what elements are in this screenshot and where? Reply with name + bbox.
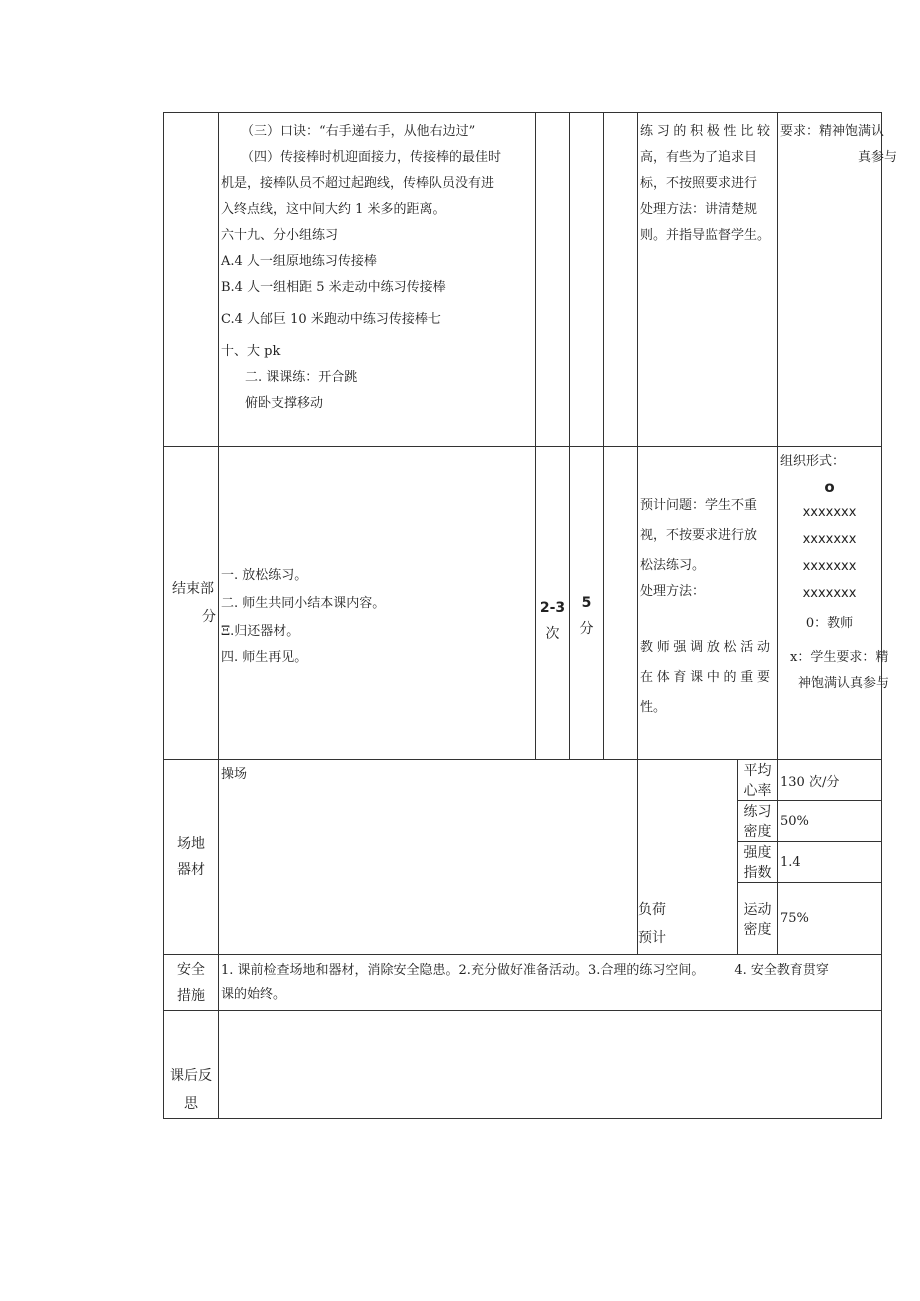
student-row: xxxxxxx xyxy=(802,532,857,547)
ending-label-cell xyxy=(164,447,219,760)
ending-duration-cell xyxy=(570,447,604,760)
reflection-label-cell xyxy=(164,1011,219,1119)
requirement-line: 真参与 xyxy=(858,150,898,165)
problem-line: 练习的积极性比较 xyxy=(640,124,770,139)
requirement-line: 要求：精神饱满认 xyxy=(780,124,885,139)
teacher-legend: 0：教师 xyxy=(805,616,854,631)
metric-value-cell xyxy=(778,801,882,842)
safety-row xyxy=(164,955,882,1011)
ending-problem-cell xyxy=(638,447,778,760)
lesson-plan-table xyxy=(163,112,898,1119)
safety-text: 1. 课前检查场地和器材，消除安全隐患。2.充分做好准备活动。3.合理的练习空间。 xyxy=(221,963,705,978)
reflection-label: 课后反 xyxy=(170,1068,212,1084)
safety-line xyxy=(221,959,879,983)
content-line: 俯卧支撑移动 xyxy=(245,396,324,411)
safety-content-cell xyxy=(219,955,882,1011)
ending-problem-line: 视，不按要求进行放 xyxy=(640,528,758,543)
metric-value: 75% xyxy=(780,911,809,926)
ending-content-line: 一. 放松练习。 xyxy=(221,568,308,583)
teacher-position-symbol: o xyxy=(824,478,835,496)
metric-name: 强度指数 xyxy=(743,845,772,881)
venue-label-cell xyxy=(164,760,219,955)
requirement-cell xyxy=(778,113,898,447)
ending-emphasis-line: 在体育课中的重要 xyxy=(640,670,770,685)
problem-line: 处理方法：讲清楚规 xyxy=(640,202,758,217)
metric-name: 运动密度 xyxy=(743,901,772,938)
ending-emphasis-line: 教师强调放松活动 xyxy=(640,640,770,655)
organization-cell xyxy=(778,447,890,760)
safety-text: 4. 安全教育贯穿 xyxy=(734,963,829,978)
student-row: xxxxxxx xyxy=(802,559,857,574)
ending-problem-line: 处理方法： xyxy=(640,584,706,599)
student-legend: x：学生要求：精 xyxy=(790,650,889,665)
metric-name: 练习密度 xyxy=(743,804,772,840)
ending-times-cell xyxy=(536,447,570,760)
metric-name-cell xyxy=(738,760,778,801)
times-unit: 次 xyxy=(545,626,560,642)
ending-section-row xyxy=(164,447,882,760)
metric-name: 平均心率 xyxy=(743,763,772,799)
metric-value-cell xyxy=(778,760,882,801)
duration-unit: 分 xyxy=(579,621,594,637)
duration-value: 5 xyxy=(581,595,592,611)
content-line: A.4 人一组原地练习传接棒 xyxy=(221,254,377,269)
filler-empty xyxy=(604,113,638,447)
content-line: 机是，接棒队员不超过起跑线，传棒队员没有进 xyxy=(221,176,495,191)
ending-content-line: 四. 师生再见。 xyxy=(221,650,308,665)
venue-label: 器材 xyxy=(177,862,205,878)
problem-line: 高，有些为了追求目 xyxy=(640,150,758,165)
student-row: xxxxxxx xyxy=(802,586,857,601)
section-label-empty xyxy=(164,113,219,447)
problem-line: 则。并指导监督学生。 xyxy=(640,228,771,243)
problem-line: 标，不按照要求进行 xyxy=(640,176,758,191)
metric-value: 1.4 xyxy=(780,854,801,870)
duration-empty xyxy=(570,113,604,447)
venue-value: 操场 xyxy=(221,767,248,782)
metric-value-cell xyxy=(778,883,882,955)
safety-label: 措施 xyxy=(177,988,205,1004)
venue-label: 场地 xyxy=(177,836,205,852)
venue-value-cell xyxy=(219,760,638,955)
reflection-row xyxy=(164,1011,882,1119)
times-empty xyxy=(536,113,570,447)
content-line: （三）口诀：“右手递右手，从他右边过” xyxy=(241,124,476,139)
metric-value: 130 次/分 xyxy=(780,774,840,790)
venue-row xyxy=(164,760,882,801)
ending-content-line: 二. 师生共同小结本课内容。 xyxy=(221,596,386,611)
metric-value-cell xyxy=(778,842,882,883)
metric-name-cell xyxy=(738,801,778,842)
metric-name-cell xyxy=(738,883,778,955)
reflection-content-cell[interactable] xyxy=(219,1011,882,1119)
ending-problem-line: 预计问题：学生不重 xyxy=(640,498,758,513)
metric-value: 50% xyxy=(780,813,809,829)
content-line: C.4 人邰巨 10 米跑动中练习传接棒七 xyxy=(221,312,441,327)
content-line: （四）传接棒时机迎面接力，传接棒的最佳时 xyxy=(241,150,502,165)
teaching-content-row xyxy=(164,113,882,447)
ending-label: 分 xyxy=(202,609,216,625)
ending-content-cell xyxy=(219,447,536,760)
safety-label-cell xyxy=(164,955,219,1011)
content-line: 入终点线，这中间大约 1 米多的距离。 xyxy=(221,202,446,217)
ending-problem-line: 松法练习。 xyxy=(640,558,706,573)
reflection-label: 思 xyxy=(184,1096,198,1112)
safety-line: 课的始终。 xyxy=(221,987,287,1002)
student-row: xxxxxxx xyxy=(802,505,857,520)
student-legend: 神饱满认真参与 xyxy=(798,676,890,691)
load-label: 负荷 xyxy=(638,902,666,918)
ending-emphasis-line: 性。 xyxy=(640,700,667,715)
times-value: 2-3 xyxy=(539,600,566,616)
ending-content-line: Ξ.归还器材。 xyxy=(221,624,300,639)
metric-name-cell xyxy=(738,842,778,883)
content-line: 十、大 pk xyxy=(221,344,281,359)
safety-label: 安全 xyxy=(177,962,205,978)
organization-title: 组织形式： xyxy=(780,454,846,469)
ending-label: 结束部 xyxy=(172,581,214,597)
teaching-content-cell xyxy=(219,113,536,447)
content-line: 六十九、分小组练习 xyxy=(221,228,339,243)
filler-empty xyxy=(604,447,638,760)
load-estimate-label-cell xyxy=(638,760,738,955)
content-line: B.4 人一组相距 5 米走动中练习传接棒 xyxy=(221,280,446,295)
load-label: 预计 xyxy=(638,930,666,946)
problem-cell xyxy=(638,113,778,447)
content-line: 二. 课课练：开合跳 xyxy=(245,370,358,385)
